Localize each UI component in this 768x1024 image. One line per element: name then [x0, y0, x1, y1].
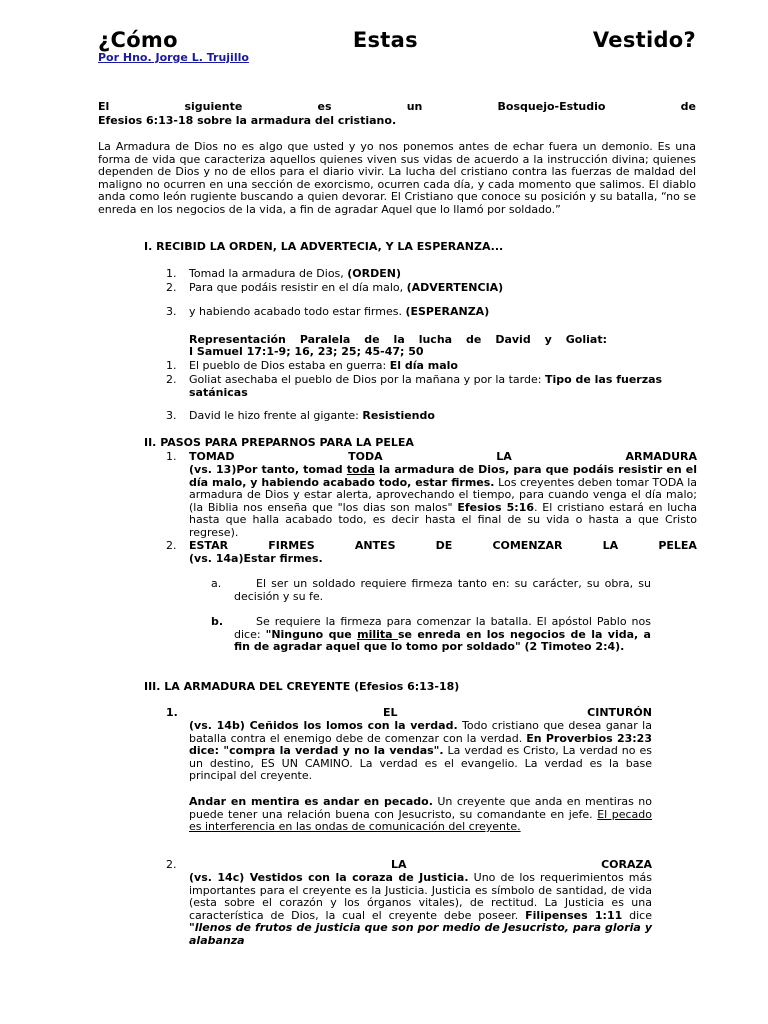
body-text: Todo cristiano que desea ganar la batalla contra el enemigo debe de comenzar con la verdad.	[189, 719, 652, 745]
step-1-title	[189, 451, 697, 464]
list-number: 3.	[166, 305, 177, 318]
step-word: ESTAR	[189, 539, 229, 552]
armor-2-title	[189, 859, 652, 872]
verse-emphasis: milita	[357, 627, 398, 641]
list-item-text: David le hizo frente al gigante:	[189, 409, 363, 422]
intro-line-1	[98, 101, 696, 114]
list-item-text: y habiendo acabado todo estar firmes.	[189, 305, 406, 318]
step-1-body	[189, 464, 697, 539]
title-word: Estas	[352, 28, 418, 52]
list-item	[189, 282, 503, 295]
list-item	[189, 360, 458, 373]
armor-1-body	[189, 720, 652, 783]
armor-1-paragraph-2	[189, 796, 652, 834]
step-word: FIRMES	[268, 539, 315, 552]
list-number: 3.	[166, 409, 177, 422]
title-word: ¿Cómo	[98, 28, 178, 52]
list-letter: a.	[211, 577, 222, 590]
intro-word: El	[98, 100, 110, 113]
parallel-title: Representación Paralela de la lucha de David y Goliat:	[189, 333, 607, 346]
list-item-tag: El día malo	[389, 359, 458, 372]
list-item	[189, 410, 435, 423]
list-item-tag: (ORDEN)	[347, 267, 402, 280]
list-letter: b.	[211, 615, 224, 628]
verse-emphasis: toda	[346, 463, 375, 476]
underlined-text: El pecado es interferencia en las ondas de comunicación del creyente.	[189, 807, 652, 833]
list-item-tag: (ESPERANZA)	[405, 305, 490, 318]
step-word: LA	[602, 539, 619, 552]
body-text: Se requiere la firmeza para comenzar la batalla. El apóstol Pablo nos dice:	[234, 615, 651, 641]
body-text: Uno de los requerimientos más importantes para el creyente es la Justicia. Justicia es símbolo de santidad, de vida (esta sobre el corazón y los órganos vitales), de rectitud. La Justicia es una característica de Dios, la cual el creyente debe poseer.	[189, 871, 652, 922]
body-text: Los creyentes deben tomar TODA la armadura de Dios y estar alerta, aprovechando el tiempo, para cuando venga el día malo; (la Biblia nos enseña que "los dias son malos"	[189, 475, 697, 514]
intro-word: es	[317, 100, 332, 113]
step-word: ANTES	[354, 539, 396, 552]
body-text: La verdad es Cristo, La verdad no es un destino, ES UN CAMINO. La verdad es el evangelio. La verdad es la base principal del creyente.	[189, 744, 652, 782]
list-number: 2.	[166, 281, 177, 294]
section-3-heading: III. LA ARMADURA DEL CREYENTE (Efesios 6:13-18)	[144, 680, 460, 693]
title-word: Vestido?	[592, 28, 696, 52]
list-item-text: Goliat asechaba el pueblo de Dios por la mañana y por la tarde:	[189, 373, 545, 386]
armor-2-body	[189, 872, 652, 947]
list-number: 1.	[166, 450, 177, 463]
verse-text: "Ninguno que	[265, 627, 358, 641]
list-number: 1.	[166, 706, 178, 719]
intro-word: un	[406, 100, 423, 113]
quote-text: , para gloria y alabanza	[189, 921, 652, 947]
verse-text: la armadura de Dios, para que podáis resistir en el día malo, y habiendo acabado todo, estar firmes.	[189, 463, 697, 489]
step-word: TOMAD	[189, 450, 235, 463]
armor-word: EL	[383, 706, 398, 719]
section-2-heading: II. PASOS PARA PREPARNOS PARA LA PELEA	[144, 436, 414, 449]
verse-text: (vs. 13)Por tanto, tomad	[189, 463, 347, 476]
list-number: 1.	[166, 267, 177, 280]
armor-word: CORAZA	[601, 858, 652, 871]
armor-word: CINTURÓN	[587, 706, 652, 719]
intro-paragraph: La Armadura de Dios no es algo que usted y yo nos ponemos antes de echar fuera un demonio. Es una forma de vida que caracteriza aquellos quienes viven sus vidas de acuerdo a la instrucción divina; quienes dependen de Dios y no de ellos para el diario vivir. La lucha del cristiano contra las fuerzas de maldad del maligno no ocurren en una sección de exorcismo, ocurren cada día, y cada momento que salimos. El diablo anda como león rugiente buscando a quien devorar. El Cristiano que conoce su posición y su batalla, “no se enreda en los negocios de la vida, a fin de agradar Aquel que lo llamó por soldado.”	[98, 140, 696, 216]
step-2-verse: (vs. 14a)Estar firmes.	[189, 552, 323, 565]
list-item-tag: (ADVERTENCIA)	[406, 281, 504, 294]
list-number: 1.	[166, 359, 177, 372]
armor-1-title	[189, 707, 652, 720]
list-number: 2.	[166, 858, 177, 871]
list-number: 2.	[166, 539, 177, 552]
quote-text: "llenos de frutos de justicia que son por medio de Jesucristo	[189, 921, 565, 934]
verse-text: (vs. 14b) Ceñidos los lomos con la verdad.	[189, 719, 458, 732]
body-text: . El cristiano estará en lucha hasta que halla acabado todo, es decir hasta el final de su vida o hasta a que Cristo regrese).	[189, 500, 698, 539]
verse-text: En Proverbios 23:23 dice: "compra la verdad y no la vendas".	[189, 731, 652, 757]
emphasis-text: Andar en mentira es andar en pecado.	[189, 795, 433, 808]
sub-item-b	[234, 616, 651, 654]
list-item-text: Tomad la armadura de Dios,	[189, 267, 348, 280]
verse-reference: Filipenses 1:11	[525, 908, 623, 922]
body-text: dice	[622, 908, 652, 922]
intro-word: siguiente	[184, 100, 243, 113]
section-1-heading: I. RECIBID LA ORDEN, LA ADVERTECIA, Y LA ESPERANZA...	[144, 240, 504, 253]
step-word: TODA	[348, 450, 383, 463]
list-item	[189, 374, 697, 399]
armor-word: LA	[391, 858, 407, 871]
verse-reference: Efesios 5:16	[457, 500, 535, 514]
parallel-reference: I Samuel 17:1-9; 16, 23; 25; 45-47; 50	[189, 345, 424, 358]
author-link[interactable]: Por Hno. Jorge L. Trujillo	[98, 51, 249, 64]
step-word: COMENZAR	[492, 539, 563, 552]
list-item-tag: Tipo de las fuerzas satánicas	[189, 373, 663, 399]
list-number: 2.	[166, 373, 177, 386]
verse-text: (vs. 14c) Vestidos con la coraza de Justicia.	[189, 871, 469, 884]
list-item-tag: Resistiendo	[362, 409, 435, 422]
step-word: PELEA	[658, 539, 697, 552]
intro-word: de	[680, 100, 696, 113]
step-word: ARMADURA	[625, 450, 697, 463]
step-word: DE	[435, 539, 453, 552]
step-2-title	[189, 540, 697, 553]
page-title	[98, 28, 696, 52]
list-item	[189, 306, 489, 319]
verse-text: se enreda en los negocios de la vida, a fin de agradar aquel que lo tomo por soldado" (2 Timoteo 2:4).	[234, 627, 651, 653]
list-item-text: El pueblo de Dios estaba en guerra:	[189, 359, 390, 372]
body-text: Un creyente que anda en mentiras no puede tener una relación buena con Jesucristo, su comandante en jefe.	[189, 795, 652, 821]
list-item-text: Para que podáis resistir en el día malo,	[189, 281, 407, 294]
intro-word: Bosquejo-Estudio	[497, 100, 606, 113]
list-item	[189, 268, 401, 281]
intro-line-2: Efesios 6:13-18 sobre la armadura del cristiano.	[98, 114, 397, 127]
sub-item-a: El ser un soldado requiere firmeza tanto en: su carácter, su obra, su decisión y su fe.	[234, 577, 651, 603]
step-word: LA	[496, 450, 512, 463]
